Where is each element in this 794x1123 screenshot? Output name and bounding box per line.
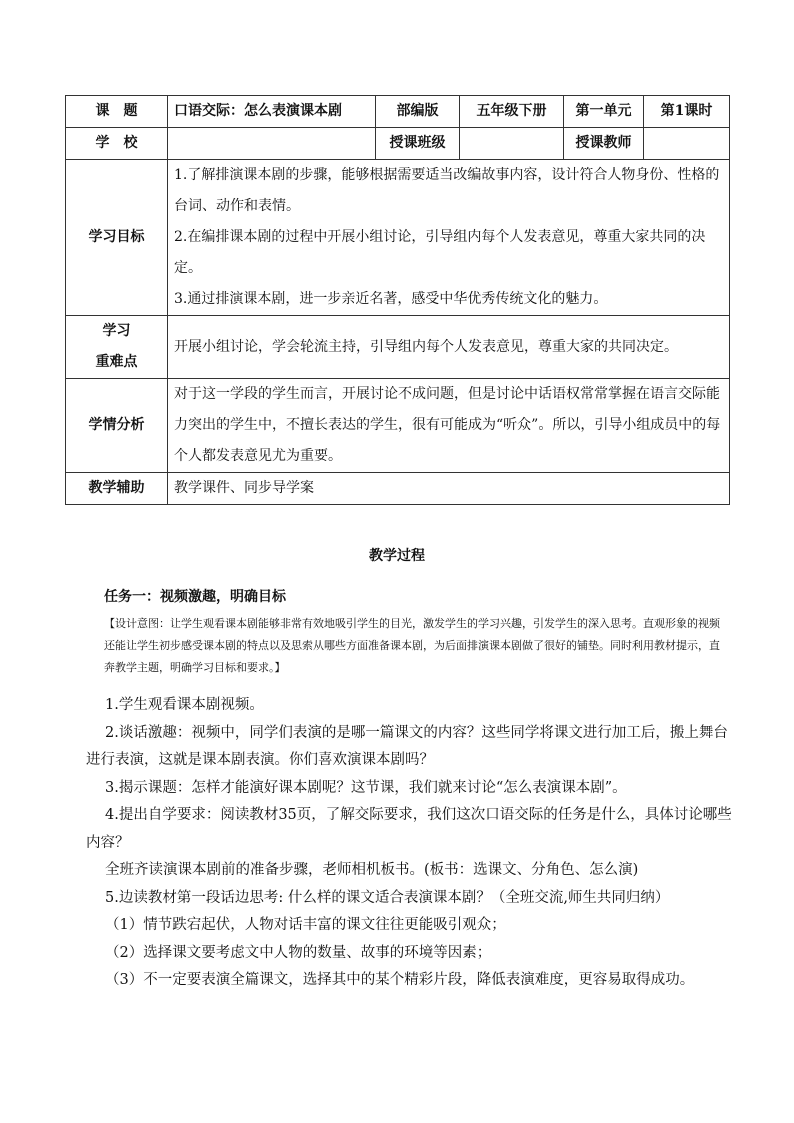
goals-row: [66, 160, 730, 316]
goal-item: 2.在编排课本剧的过程中开展小组讨论，引导组内每个人发表意见，尊重大家共同的决定。: [174, 229, 706, 276]
school-value: [168, 128, 376, 160]
edition: 部编版: [376, 96, 460, 128]
goals-label: 学习目标: [66, 160, 168, 316]
goal-item: 1.了解排演课本剧的步骤，能够根据需要适当改编故事内容，设计符合人物身份、性格的台词、动作和表情。: [174, 167, 720, 214]
header-row: [66, 96, 730, 128]
process-paragraph: 4.提出自学要求：阅读教材35页，了解交际要求，我们这次口语交际的任务是什么，具体讨论哪些内容？: [86, 807, 732, 851]
analysis-row: [66, 379, 730, 473]
teacher-label: 授课教师: [564, 128, 644, 160]
school-row: [66, 128, 730, 160]
topic-label: 课 题: [66, 96, 168, 128]
grade: 五年级下册: [460, 96, 564, 128]
analysis-label: 学情分析: [66, 379, 168, 473]
aids-label: 教学辅助: [66, 473, 168, 505]
goals-content: [168, 160, 730, 316]
design-note: 【设计意图：让学生观看课本剧能够非常有效地吸引学生的目光，激发学生的学习兴趣，引发学生的深入思考。直观形象的视频还能让学生初步感受课本剧的特点以及思索从哪些方面准备课本剧，为后面排演课本剧做了很好的铺垫。同时利用教材提示，直奔教学主题，明确学习目标和要求。】: [104, 617, 720, 674]
process-paragraph: 3.揭示课题：怎样才能演好课本剧呢？这节课，我们就来讨论“怎么表演课本剧”。: [105, 779, 627, 796]
lesson-number: 第1课时: [644, 96, 730, 128]
lesson-info-table: [65, 95, 730, 505]
process-paragraph: （3）不一定要表演全篇课文，选择其中的某个精彩片段，降低表演难度，更容易取得成功。: [105, 972, 695, 988]
process-paragraph: （1）情节跌宕起伏，人物对话丰富的课文往往更能吸引观众；: [105, 917, 506, 933]
analysis-content: 对于这一学段的学生而言，开展讨论不成问题，但是讨论中话语权常常掌握在语言交际能力突出的学生中，不擅长表达的学生，很有可能成为“听众”。所以，引导小组成员中的每个人都发表意见尤为重要。: [168, 379, 730, 473]
process-paragraph: 2.谈话激趣：视频中，同学们表演的是哪一篇课文的内容？这些同学将课文进行加工后，搬上舞台进行表演，这就是课本剧表演。你们喜欢演课本剧吗？: [86, 724, 728, 768]
process-paragraph: （2）选择课文要考虑文中人物的数量、故事的环境等因素；: [105, 944, 492, 961]
school-label: 学 校: [66, 128, 168, 160]
key-points-row: [66, 316, 730, 379]
class-value: [460, 128, 564, 160]
goal-item: 3.通过排演课本剧，进一步亲近名著，感受中华优秀传统文化的魅力。: [174, 291, 608, 307]
task1-title: 任务一：视频激趣，明确目标: [104, 589, 286, 605]
key-points-label: 学习 重难点: [66, 316, 168, 379]
process-body: [86, 692, 736, 995]
aids-content: 教学课件、同步导学案: [168, 473, 730, 505]
process-paragraph: 全班齐读演课本剧前的准备步骤，老师相机板书。(板书：选课文、分角色、怎么演): [105, 862, 639, 878]
class-label: 授课班级: [376, 128, 460, 160]
teacher-value: [644, 128, 730, 160]
aids-row: [66, 473, 730, 505]
topic-value: 口语交际：怎么表演课本剧: [168, 96, 376, 128]
process-paragraph: 1.学生观看课本剧视频。: [105, 697, 264, 713]
unit: 第一单元: [564, 96, 644, 128]
key-points-content: 开展小组讨论，学会轮流主持，引导组内每个人发表意见，尊重大家的共同决定。: [168, 316, 730, 379]
process-paragraph: 5.边读教材第一段话边思考: 什么样的课文适合表演课本剧？（全班交流,师生共同归纳）: [105, 889, 670, 906]
process-title: 教学过程: [369, 548, 425, 564]
